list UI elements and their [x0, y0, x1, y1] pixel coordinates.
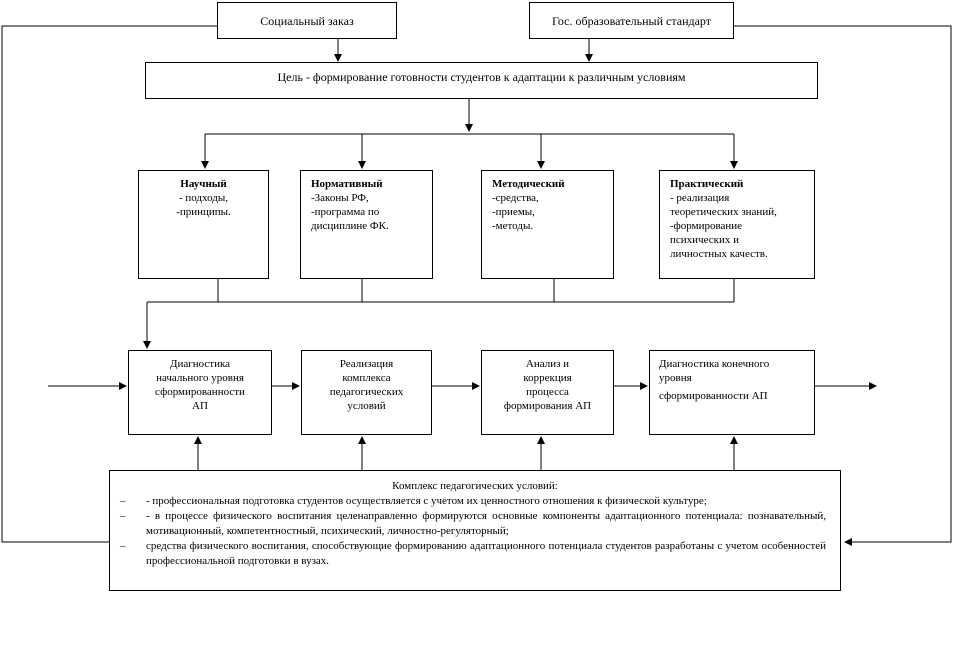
aspect-methodical-title: Методический [492, 178, 565, 190]
standard-box [529, 2, 734, 39]
aspect-line: -методы. [492, 220, 534, 232]
loop-right [734, 26, 951, 542]
aspect-line: - подходы, [178, 192, 229, 204]
aspect-scientific [138, 170, 269, 279]
conditions-title: Комплекс педагогических условий: [392, 480, 558, 492]
goal-box [145, 62, 818, 99]
condition-item: – - профессиональная подготовка студентов осуществляется с учетом их ценностного отношения к физической культуре; [124, 494, 826, 509]
aspect-line: -приемы, [492, 206, 535, 218]
goal-text: Цель - формирование готовности студентов к адаптации к различным условиям [277, 70, 686, 84]
stage-line: Диагностика конечного [659, 358, 770, 370]
social-order-text: Социальный заказ [260, 13, 354, 28]
stage-line: начального уровня [156, 372, 244, 384]
stage-line: Анализ и [525, 358, 570, 370]
stage-line: Реализация [339, 358, 394, 370]
standard-text: Гос. образовательный стандарт [551, 13, 712, 28]
aspect-line: -программа по [311, 206, 380, 218]
stage-line: процесса [526, 386, 569, 398]
aspect-line: -Законы РФ, [311, 192, 369, 204]
aspect-line: теоретических знаний, [670, 206, 777, 218]
aspect-line: -принципы. [176, 206, 231, 218]
stage-final-diagnostics [649, 350, 815, 435]
stage-line: сформированности АП [659, 390, 768, 402]
aspect-line: - реализация [670, 192, 730, 204]
aspect-line: дисциплине ФК. [311, 220, 389, 232]
stage-line: АП [192, 400, 208, 412]
stage-analysis-correction [481, 350, 614, 435]
stage-line: педагогических [329, 386, 404, 398]
aspect-practical [659, 170, 815, 279]
aspect-line: -средства, [492, 192, 539, 204]
stage-line: уровня [659, 372, 692, 384]
stage-implementation [301, 350, 432, 435]
stage-line: комплекса [342, 372, 391, 384]
social-order-box [217, 2, 397, 39]
aspect-line: психических и [670, 234, 739, 246]
stage-line: Диагностика [169, 358, 231, 370]
conditions-list [124, 494, 826, 569]
aspect-line: -формирование [670, 220, 743, 232]
stage-line: коррекция [523, 372, 572, 384]
loop-left [2, 26, 217, 542]
stage-line: условий [347, 400, 386, 412]
aspect-line: личностных качеств. [670, 248, 768, 260]
aspect-normative-title: Нормативный [311, 178, 383, 190]
condition-item: – средства физического воспитания, способствующие формированию адаптационного потенциала студентов разработаны с учетом особенностей профессиональной подготовки в вузах. [124, 539, 826, 569]
stage-line: формирования АП [503, 400, 592, 412]
condition-item: – - в процессе физического воспитания целенаправленно формируются основные компоненты адаптационного потенциала: познавательный, мотивационный, компетентностный, психический, личностно-регуляторный; [124, 509, 826, 539]
stage-line: сформированности [155, 386, 245, 398]
conditions-box [109, 470, 841, 591]
aspect-normative [300, 170, 433, 279]
aspect-methodical [481, 170, 614, 279]
aspect-scientific-title: Научный [180, 178, 227, 190]
aspect-practical-title: Практический [670, 178, 744, 190]
stage-initial-diagnostics [128, 350, 272, 435]
